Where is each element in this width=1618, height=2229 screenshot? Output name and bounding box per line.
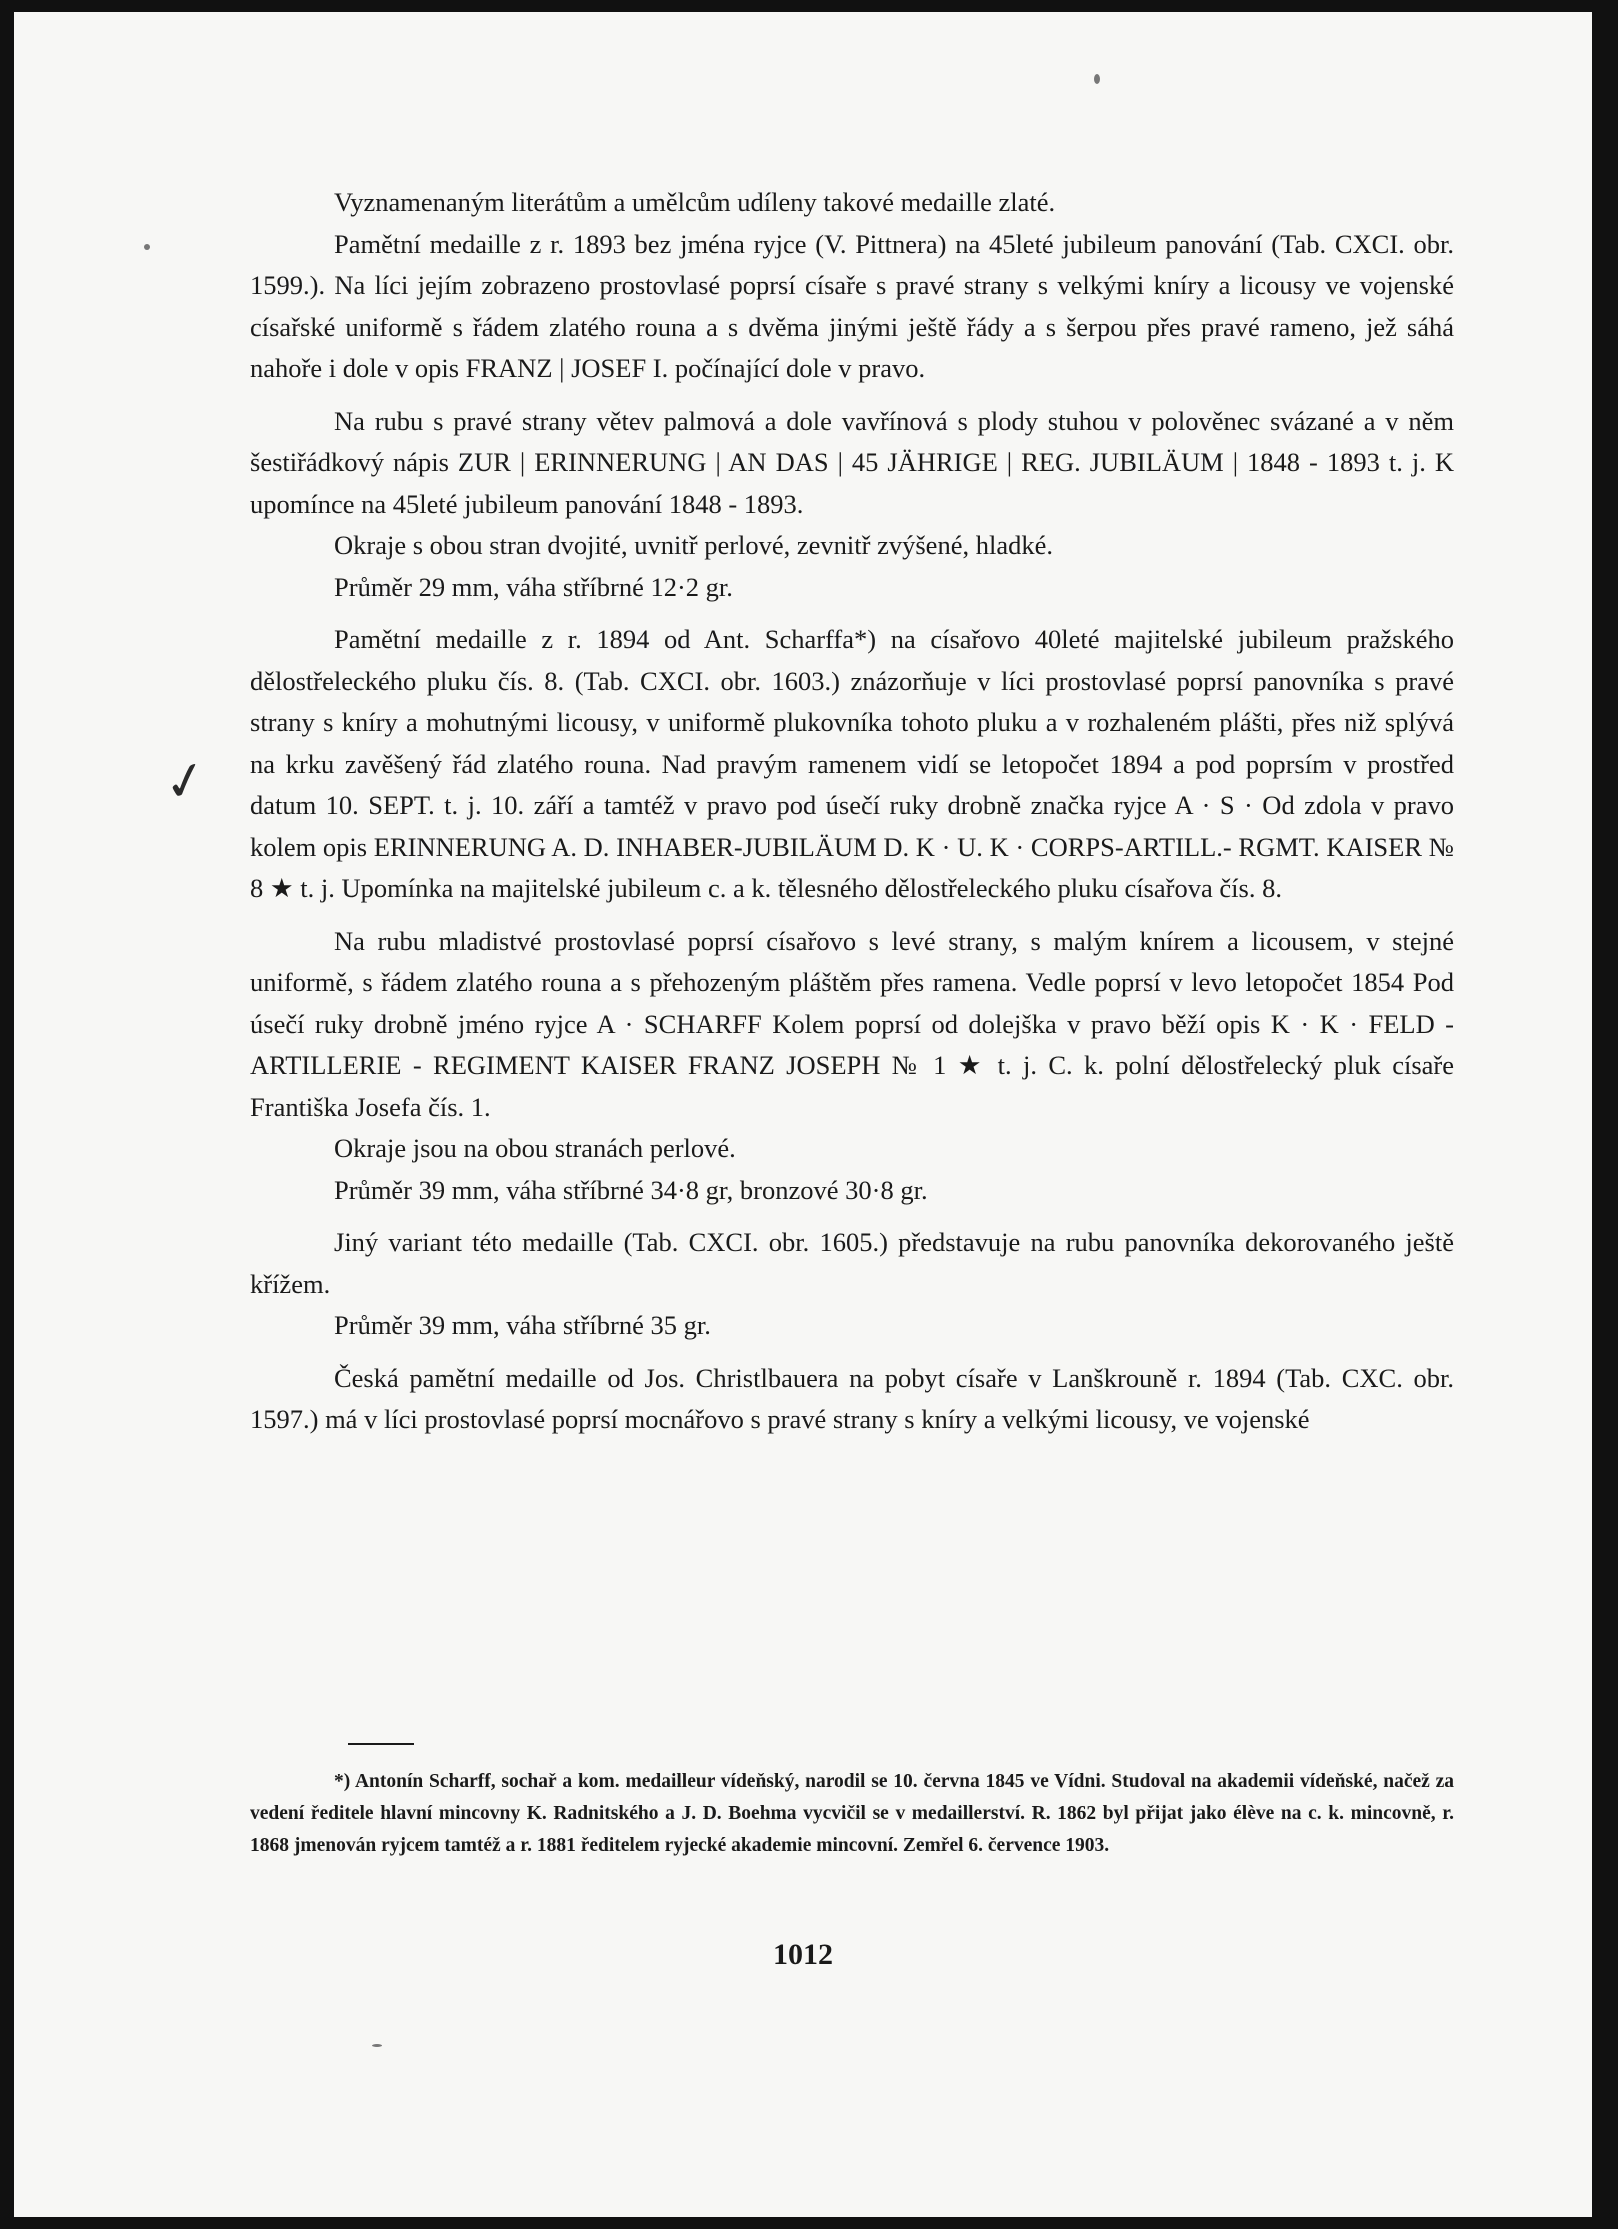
body-text — [250, 182, 1454, 1441]
paragraph: Na rubu mladistvé prostovlasé poprsí císařovo s levé strany, s malým knírem a licousem, v stejné uniformě, s řádem zlatého rouna a s přehozeným pláštěm přes ramena. Vedle poprsí v levo letopočet 1854 Pod úsečí ruky drobně jméno ryjce A · SCHARFF Kolem poprsí od dolejška v pravo běží opis K · K · FELD - ARTILLERIE - REGIMENT KAISER FRANZ JOSEPH № 1 ★ t. j. C. k. polní dělostřelecký pluk císaře Františka Josefa čís. 1. — [250, 925, 1454, 1122]
paragraph: Na rubu s pravé strany větev palmová a dole vavřínová s plody stuhou v polověnec svázané a v něm šestiřádkový nápis ZUR | ERINNERUNG | AN DAS | 45 JÄHRIGE | REG. JUBILÄUM | 1848 - 1893 t. j. K upomínce na 45leté jubileum panování 1848 - 1893. — [250, 405, 1454, 519]
paragraph: Vyznamenaným literátům a umělcům udíleny takové medaille zlaté. — [334, 187, 1056, 217]
footnote: *) Antonín Scharff, sochař a kom. medailleur vídeňský, narodil se 10. června 1845 ve Vídni. Studoval na akademii vídeňské, načež za vedení ředitele hlavní mincovny K. Radnitského a J. D. Boehma vycvičil se v medaillerství. R. 1862 byl přijat jako élève na c. k. mincovně, r. 1868 jmenován ryjcem tamtéž a r. 1881 ředitelem ryjecké akademie mincovní. Zemřel 6. července 1903. — [250, 1771, 1454, 1856]
paragraph: Okraje jsou na obou stranách perlové. — [334, 1133, 736, 1163]
paragraph: Průměr 39 mm, váha stříbrné 35 gr. — [334, 1310, 711, 1340]
paragraph: Průměr 39 mm, váha stříbrné 34·8 gr, bronzové 30·8 gr. — [334, 1174, 928, 1205]
paragraph: Česká pamětní medaille od Jos. Christlbauera na pobyt císaře v Lanškrouně r. 1894 (Tab. CXC. obr. 1597.) má v líci prostovlasé poprsí mocnářovo s pravé strany s kníry a velkými licousy, ve vojenské — [250, 1362, 1454, 1434]
paragraph: Jiný variant této medaille (Tab. CXCI. obr. 1605.) představuje na rubu panovníka dekorovaného ještě křížem. — [250, 1227, 1454, 1299]
speck — [372, 2044, 382, 2047]
page-number: 1012 — [773, 1938, 833, 1971]
paragraph: Pamětní medaille z r. 1893 bez jména ryjce (V. Pittnera) na 45leté jubileum panování (Tab. CXCI. obr. 1599.). Na líci jejím zobrazeno prostovlasé poprsí císaře s pravé strany s velkými kníry a licousy ve vojenské císařské uniformě s řádem zlatého rouna a s dvěma jinými ještě řády a s šerpou přes pravé rameno, jež sáhá nahoře i dole v opis FRANZ | JOSEF I. počínající dole v pravo. — [250, 228, 1454, 383]
speck — [1094, 74, 1100, 84]
speck — [144, 244, 150, 250]
paragraph: Okraje s obou stran dvojité, uvnitř perlové, zevnitř zvýšené, hladké. — [334, 530, 1053, 560]
margin-checkmark: ✓ — [158, 748, 214, 816]
document-page — [14, 12, 1592, 2217]
paragraph: Průměr 29 mm, váha stříbrné 12·2 gr. — [334, 571, 733, 602]
paragraph: Pamětní medaille z r. 1894 od Ant. Scharffa*) na císařovo 40leté majitelské jubileum pražského dělostřeleckého pluku čís. 8. (Tab. CXCI. obr. 1603.) znázorňuje v líci prostovlasé poprsí panovníka s pravé strany s kníry a mohutnými licousy, v uniformě plukovníka tohoto pluku a v rozhaleném plášti, přes niž splývá na krku zavěšený řád zlatého rouna. Nad pravým ramenem vidí se letopočet 1894 a pod poprsím v prostřed datum 10. SEPT. t. j. 10. září a tamtéž v pravo pod úsečí ruky drobně značka ryjce A · S · Od zdola v pravo kolem opis ERINNERUNG A. D. INHABER-JUBILÄUM D. K · U. K · CORPS-ARTILL.- RGMT. KAISER № 8 ★ t. j. Upomínka na majitelské jubileum c. a k. tělesného dělostřeleckého pluku císařova čís. 8. — [250, 624, 1454, 903]
footnote-rule — [348, 1743, 414, 1745]
